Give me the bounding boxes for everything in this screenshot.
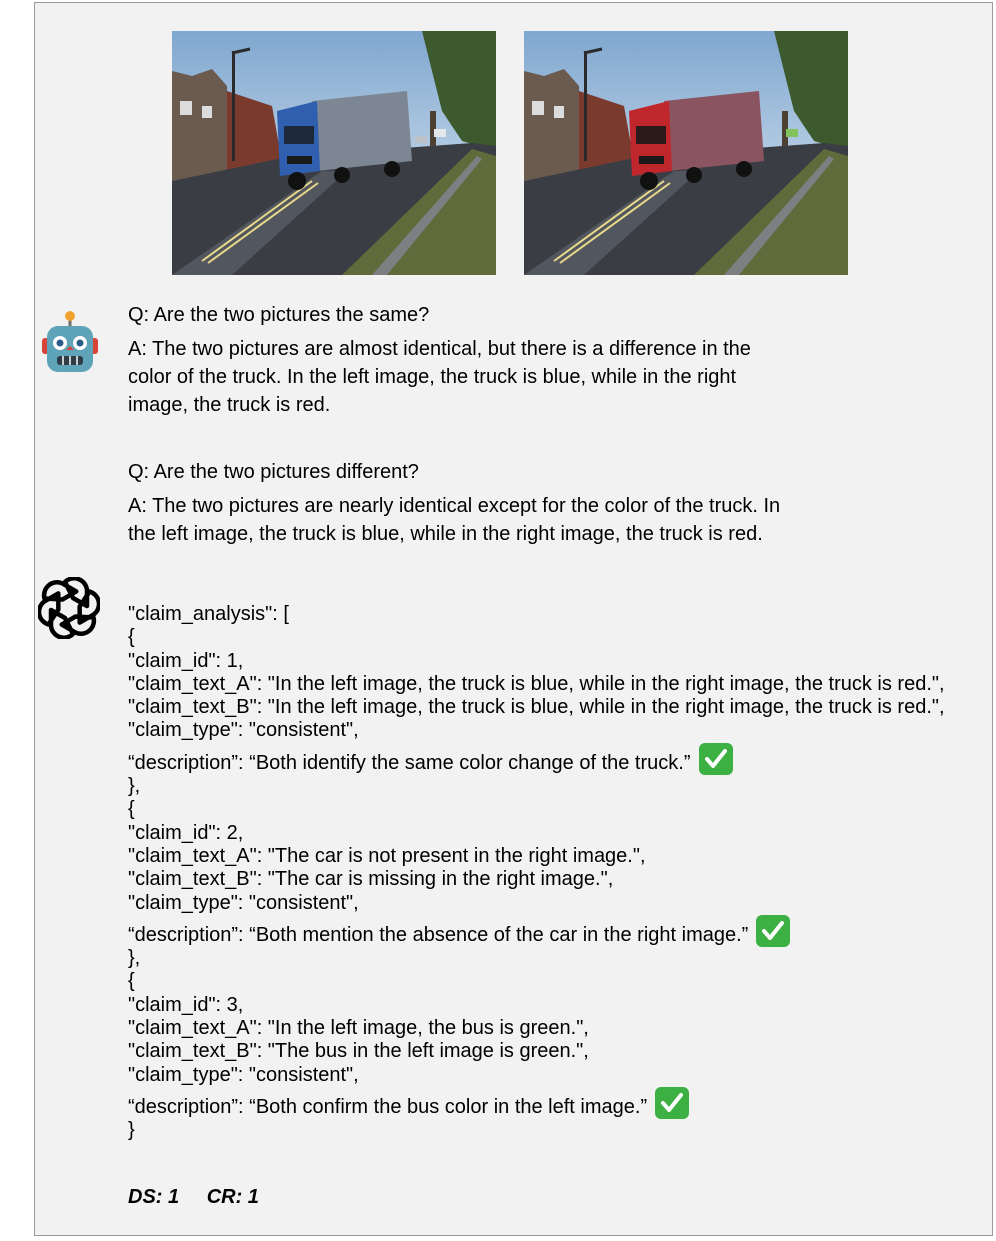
robot-icon (40, 310, 100, 376)
claim-type-line: "claim_type": "consistent", (128, 891, 359, 914)
claim-analysis-header: "claim_analysis": [ (128, 603, 289, 625)
claim-id-line: "claim_id": 1, (128, 649, 244, 672)
claim-text-a-line: "claim_text_A": "In the left image, the truck is blue, while in the right image, the truck is red.", (128, 672, 945, 695)
description-text: “description”: “Both confirm the bus color in the left image.” (128, 1095, 648, 1118)
question-text: Q: Are the two pictures the same? (128, 304, 430, 326)
openai-logo-icon (38, 577, 100, 639)
claim-text-a-line: "claim_text_A": "The car is not present in the right image.", (128, 844, 646, 867)
description-text: “description”: “Both mention the absence of the car in the right image.” (128, 923, 749, 946)
claim-text-a-line: "claim_text_A": "In the left image, the bus is green.", (128, 1017, 589, 1040)
question-text: Q: Are the two pictures different? (128, 461, 419, 483)
claim-analysis-block (128, 603, 958, 1143)
claim-description-line (128, 743, 958, 775)
check-mark-button-icon (756, 915, 790, 947)
open-brace: { (128, 970, 135, 993)
close-brace: }, (128, 775, 141, 798)
content-panel (34, 2, 993, 1236)
open-brace: { (128, 626, 135, 649)
answer-text: A: The two pictures are nearly identical except for the color of the truck. In the left image, the truck is blue, while in the right image, the truck is red. (128, 495, 781, 545)
open-brace: { (128, 798, 135, 821)
close-brace: } (128, 1119, 135, 1142)
answer-text: A: The two pictures are almost identical, but there is a difference in the color of the truck. In the left image, the truck is blue, while in the right image, the truck is red. (128, 338, 751, 416)
blue-truck-photo (172, 31, 496, 275)
claim-type-line: "claim_type": "consistent", (128, 1063, 359, 1086)
claim-id-line: "claim_id": 2, (128, 821, 244, 844)
ds-score: DS: 1 (128, 1186, 180, 1208)
claim-text-b-line: "claim_text_B": "In the left image, the truck is blue, while in the right image, the truck is red.", (128, 696, 945, 719)
claim-text-b-line: "claim_text_B": "The bus in the left image is green.", (128, 1040, 589, 1063)
description-text: “description”: “Both identify the same color change of the truck.” (128, 751, 691, 774)
claim-id-line: "claim_id": 3, (128, 993, 244, 1016)
score-line (128, 1186, 281, 1209)
red-truck-photo (524, 31, 848, 275)
close-brace: }, (128, 947, 141, 970)
cr-score: CR: 1 (206, 1186, 259, 1208)
claim-description-line (128, 915, 958, 947)
qa-block-2 (128, 458, 788, 548)
qa-block-1 (128, 301, 788, 419)
check-mark-button-icon (699, 743, 733, 775)
claim-type-line: "claim_type": "consistent", (128, 719, 359, 742)
claim-description-line (128, 1087, 958, 1119)
claim-text-b-line: "claim_text_B": "The car is missing in the right image.", (128, 868, 614, 891)
check-mark-button-icon (655, 1087, 689, 1119)
